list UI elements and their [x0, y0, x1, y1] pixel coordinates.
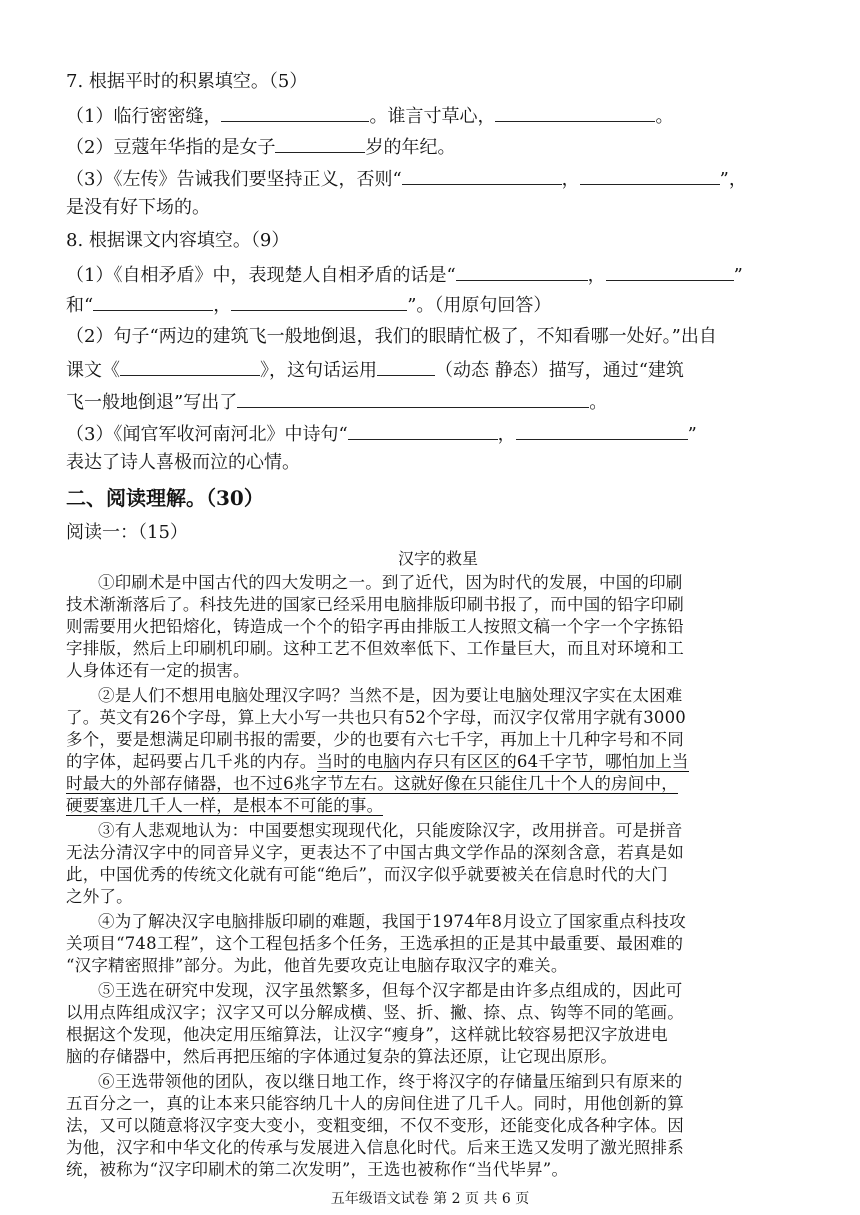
passage-line: 以用点阵组成汉字；汉字又可以分解成横、竖、折、撇、捺、点、钩等不同的笔画。: [66, 1003, 684, 1022]
answer-blank[interactable]: [402, 166, 562, 185]
q8-p3-text-a: （3）《闻官军收河南河北》中诗句“: [66, 424, 348, 445]
q7-part2: [66, 134, 455, 160]
passage-line: 人身体还有一定的损害。: [66, 661, 250, 680]
q8-p1-text-b: ，: [587, 265, 606, 286]
passage-line: 脑的存储器中，然后再把压缩的字体通过复杂的算法还原，让它现出原形。: [66, 1047, 618, 1066]
q8-p2-text-b: 课文《: [66, 360, 120, 381]
answer-blank[interactable]: [275, 134, 365, 153]
passage-line: “汉字精密照排”部分。为此，他首先要攻克让电脑存取汉字的难关。: [66, 956, 568, 975]
passage-line: 无法分清汉字中的同音异义字，更表达不了中国古典文学作品的深刻含意，若真是如: [66, 843, 684, 862]
answer-blank[interactable]: [516, 421, 688, 440]
q7-p1-text-a: （1）临行密密缝，: [66, 106, 222, 127]
answer-blank[interactable]: [456, 262, 588, 281]
passage-line: ⑥王选带领他的团队，夜以继日地工作，终于将汉字的存储量压缩到只有原来的: [98, 1072, 683, 1091]
passage-line-plain: 的字体，起码要占几千兆的内存。: [66, 752, 317, 771]
passage-line: 多个，要是想满足印刷书报的需要，少的也要有六七千字，再加上十几种字号和不同: [66, 730, 684, 749]
q8-p1-text-a: （1）《自相矛盾》中，表现楚人自相矛盾的话是“: [66, 265, 456, 286]
section-heading: 二、阅读理解。（30）: [66, 486, 264, 510]
answer-blank[interactable]: [606, 262, 734, 281]
q8-p3-text-b: ，: [497, 424, 516, 445]
answer-blank[interactable]: [377, 357, 435, 376]
answer-blank[interactable]: [231, 292, 407, 311]
q8-title: 8. 根据课文内容填空。（9）: [66, 230, 290, 251]
q8-p3-continuation: 表达了诗人喜极而泣的心情。: [66, 452, 300, 473]
passage-line: 根据这个发现，他决定用压缩算法，让汉字“瘦身”，这样就比较容易把汉字放进电: [66, 1025, 668, 1044]
q7-p3-continuation: 是没有好下场的。: [66, 197, 210, 218]
q8-part1: [66, 262, 743, 288]
passage-line: 字排版，然后上印刷机印刷。这种工艺不但效率低下、工作量巨大，而且对环境和工: [66, 639, 684, 658]
q8-p1-text-c: ”: [733, 265, 743, 286]
q8-p1-text-d: 和“: [66, 295, 94, 316]
q7-p1-text-c: 。: [655, 106, 674, 127]
q7-p3-text-a: （3）《左传》告诫我们要坚持正义，否则“: [66, 169, 402, 190]
q7-p3-text-c: ”，: [719, 169, 747, 190]
q8-p2-text-f: 。: [589, 392, 608, 413]
reading-label: 阅读一：（15）: [66, 522, 188, 543]
passage-line: 了。英文有26个字母，算上大小写一共也只有52个字母，而汉字仅常用字就有3000: [66, 708, 686, 727]
answer-blank[interactable]: [120, 357, 260, 376]
underlined-sentence: 硬要塞进几千人一样，是根本不可能的事。: [66, 796, 384, 815]
passage-line: ⑤王选在研究中发现，汉字虽然繁多，但每个汉字都是由许多点组成的，因此可: [98, 981, 683, 1000]
underlined-sentence: 时最大的外部存储器，也不过6兆字节左右。这就好像在只能住几十个人的房间中，: [66, 774, 678, 793]
passage-line: 技术渐渐落后了。科技先进的国家已经采用电脑排版印刷书报了，而中国的铅字印刷: [66, 595, 684, 614]
passage-title: 汉字的救星: [398, 549, 479, 568]
q7-p1-text-b: 。谁言寸草心，: [369, 106, 496, 127]
q7-part1: [66, 103, 673, 129]
q7-p2-text-b: 岁的年纪。: [365, 137, 456, 158]
passage-line: 关项目“748工程”，这个工程包括多个任务，王选承担的正是其中最重要、最困难的: [66, 934, 684, 953]
q8-part3: [66, 421, 697, 447]
answer-blank[interactable]: [580, 166, 720, 185]
answer-blank[interactable]: [348, 421, 498, 440]
q8-p2-text-c: 》，这句话运用: [260, 360, 377, 381]
passage-line: 五百分之一，真的让本来只能容纳几十人的房间住进了几千人。同时，用他创新的算: [66, 1094, 684, 1113]
answer-blank[interactable]: [221, 103, 369, 122]
passage-line: ③有人悲观地认为：中国要想实现现代化，只能废除汉字，改用拼音。可是拼音: [98, 821, 683, 840]
answer-blank[interactable]: [237, 389, 589, 408]
q8-p2-text-d: （动态 静态）描写，通过“建筑: [435, 360, 684, 381]
q8-part2-line3: [66, 389, 607, 415]
passage-line: [66, 773, 678, 795]
passage-line: ②是人们不想用电脑处理汉字吗？当然不是，因为要让电脑处理汉字实在太困难: [98, 686, 683, 705]
q7-p2-text-a: （2）豆蔻年华指的是女子: [66, 137, 276, 158]
q8-p1-text-f: ”。（用原句回答）: [407, 295, 552, 316]
passage-line: 法，又可以随意将汉字变大变小，变粗变细，不仅不变形，还能变化成各种字体。因: [66, 1116, 684, 1135]
q8-part2: （2）句子“两边的建筑飞一般地倒退，我们的眼睛忙极了，不知看哪一处好。”出自: [66, 326, 717, 347]
q7-title: 7. 根据平时的积累填空。（5）: [66, 71, 308, 92]
passage-line: [66, 751, 689, 773]
q8-p3-text-c: ”: [687, 424, 697, 445]
passage-line: 为他，汉字和中华文化的传承与发展进入信息化时代。后来王选又发明了激光照排系: [66, 1138, 684, 1157]
page-footer: 五年级语文试卷 第 2 页 共 6 页: [330, 1191, 530, 1207]
passage-line: 之外了。: [66, 887, 133, 906]
underlined-sentence: 当时的电脑内存只有区区的64千字节，哪怕加上当: [316, 752, 689, 771]
passage-line: 统，被称为“汉字印刷术的第二次发明”，王选也被称作“当代毕昇”。: [66, 1160, 569, 1179]
answer-blank[interactable]: [93, 292, 213, 311]
answer-blank[interactable]: [495, 103, 655, 122]
q8-p1-text-e: ，: [213, 295, 232, 316]
passage-line: ①印刷术是中国古代的四大发明之一。到了近代，因为时代的发展，中国的印刷: [98, 573, 683, 592]
passage-line: [66, 795, 383, 817]
passage-line: 则需要用火把铅熔化，铸造成一个个的铅字再由排版工人按照文稿一个字一个字拣铅: [66, 617, 684, 636]
q8-part2-line2: [66, 357, 684, 383]
passage-line: 此，中国优秀的传统文化就有可能“绝后”，而汉字似乎就要被关在信息时代的大门: [66, 865, 668, 884]
q8-p2-text-e: 飞一般地倒退”写出了: [66, 392, 238, 413]
q7-p3-text-b: ，: [561, 169, 580, 190]
q7-part3: [66, 166, 747, 192]
passage-line: ④为了解决汉字电脑排版印刷的难题，我国于1974年8月设立了国家重点科技攻: [98, 912, 686, 931]
q8-part1-line2: [66, 292, 551, 318]
